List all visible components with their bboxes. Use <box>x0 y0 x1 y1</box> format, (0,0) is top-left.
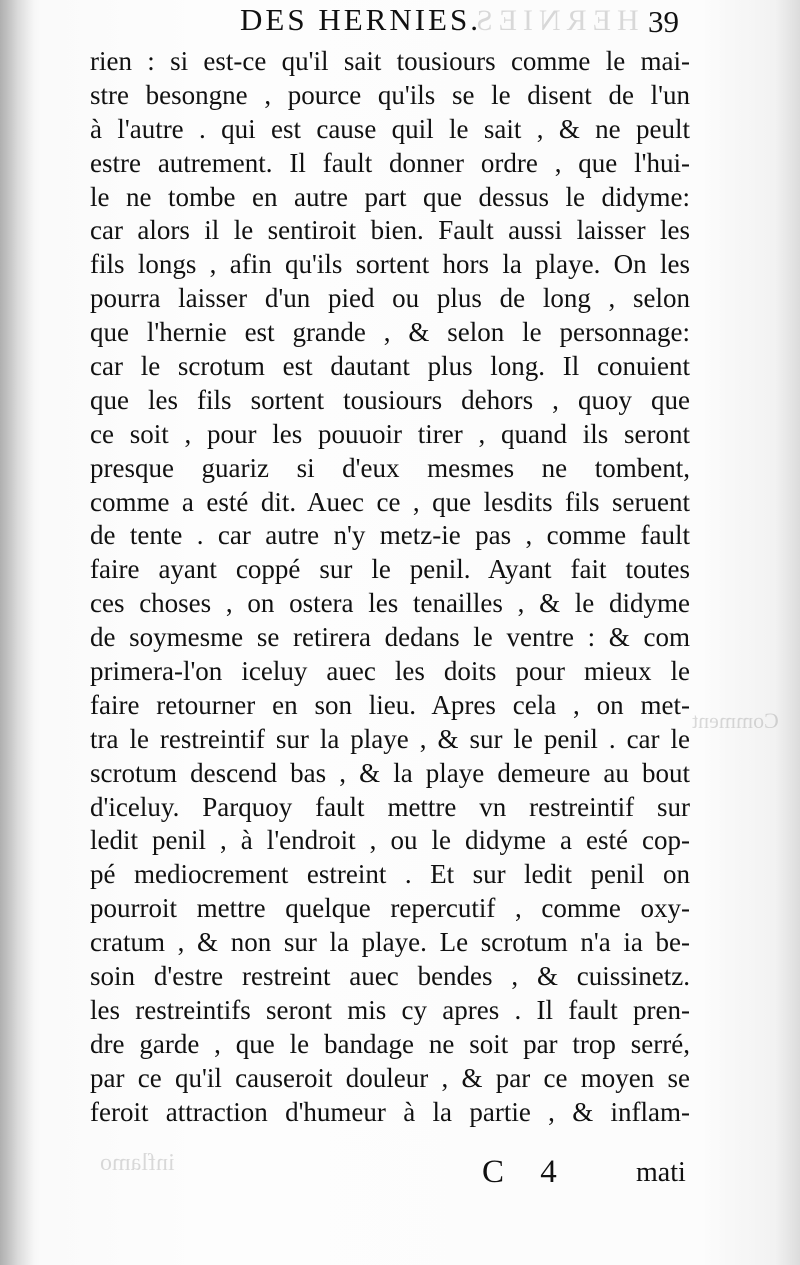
text-line: d'iceluy. Parquoy fault mettre vn restreintif sur <box>90 791 690 822</box>
text-line: faire retourner en son lieu. Apres cela , on met- <box>90 689 690 720</box>
text-line: pé mediocrement estreint . Et sur ledit penil on <box>90 859 690 890</box>
text-line: primera-l'on iceluy auec les doits pour mieux le <box>90 656 690 687</box>
text-line: comme a esté dit. Auec ce , que lesdits fils seruent <box>90 486 690 517</box>
body-text <box>90 45 690 1130</box>
text-line: les restreintifs seront mis cy apres . Il fault pren- <box>90 994 690 1025</box>
text-line: que l'hernie est grande , & selon le personnage: <box>90 317 690 348</box>
text-line: ce soit , pour les pouuoir tirer , quand ils seront <box>90 418 690 449</box>
text-line: scrotum descend bas , & la playe demeure au bout <box>90 757 690 788</box>
text-line: de soymesme se retirera dedans le ventre : & com <box>90 622 690 653</box>
text-line: rien : si est-ce qu'il sait tousiours comme le mai- <box>90 46 690 76</box>
text-line: presque guariz si d'eux mesmes ne tombent, <box>90 452 690 483</box>
text-line: ces choses , on ostera les tenailles , & le didyme <box>90 588 690 619</box>
text-line: feroit attraction d'humeur à la partie , & inflam- <box>90 1096 690 1127</box>
text-line: à l'autre . qui est cause quil le sait , & ne peult <box>90 113 690 144</box>
text-line: que les fils sortent tousiours dehors , quoy que <box>90 384 690 415</box>
page-number: 39 <box>648 4 679 39</box>
text-line: de tente . car autre n'y metz-ie pas , comme fault <box>90 520 690 551</box>
running-title: DES HERNIES. <box>240 2 481 37</box>
text-line: tra le restreintif sur la playe , & sur le penil . car le <box>90 723 690 754</box>
text-line: car le scrotum est dautant plus long. Il conuient <box>90 351 690 382</box>
text-line: ledit penil , à l'endroit , ou le didyme a esté cop- <box>90 825 690 856</box>
text-line: pourra laisser d'un pied ou plus de long , selon <box>90 283 690 314</box>
text-line: pourroit mettre quelque repercutif , comme oxy- <box>90 893 690 924</box>
text-line: cratum , & non sur la playe. Le scrotum n'a ia be- <box>90 927 690 958</box>
bleed-through-header: HERNIES <box>470 4 639 37</box>
bleed-through-margin: Comment <box>692 708 779 733</box>
text-line: par ce qu'il causeroit douleur , & par ce moyen se <box>90 1062 690 1093</box>
text-line: estre autrement. Il fault donner ordre , que l'hui- <box>90 147 690 178</box>
text-line: le ne tombe en autre part que dessus le didyme: <box>90 181 690 212</box>
text-line: fils longs , afin qu'ils sortent hors la playe. On les <box>90 249 690 280</box>
bleed-through-footer: inflamo <box>100 1150 175 1176</box>
signature-mark: C 4 <box>482 1154 571 1190</box>
text-line: faire ayant coppé sur le penil. Ayant fait toutes <box>90 554 690 585</box>
binding-shadow <box>0 0 34 1265</box>
catchword: mati <box>636 1157 686 1188</box>
text-line: car alors il le sentiroit bien. Fault aussi laisser les <box>90 215 690 246</box>
text-line: dre garde , que le bandage ne soit par trop serré, <box>90 1028 690 1059</box>
text-line: soin d'estre restreint auec bendes , & cuissinetz. <box>90 961 690 992</box>
text-line: stre besongne , pource qu'ils se le disent de l'un <box>90 79 690 110</box>
